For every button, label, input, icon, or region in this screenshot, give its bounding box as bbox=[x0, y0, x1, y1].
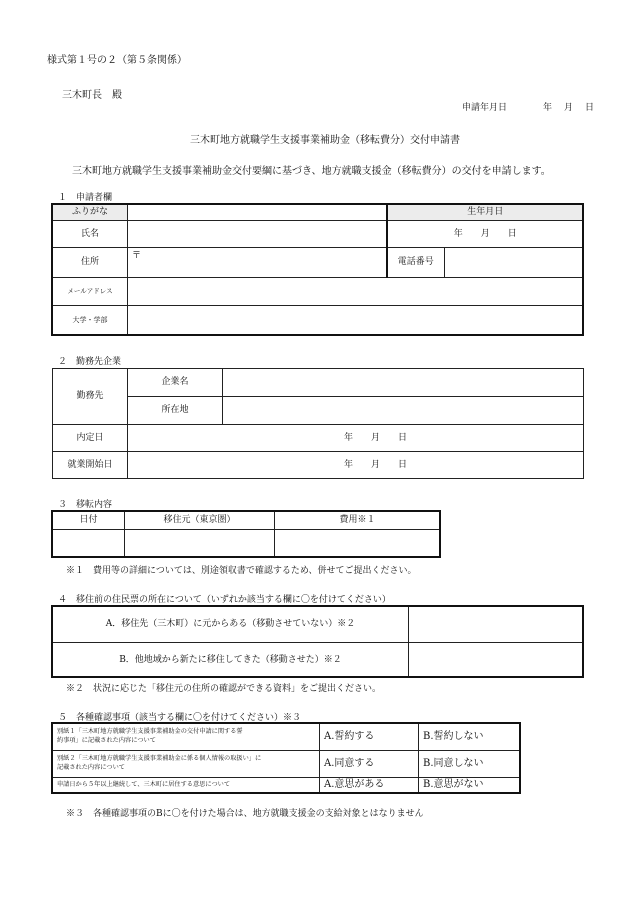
date-input[interactable] bbox=[53, 530, 125, 557]
applicant-table bbox=[52, 204, 584, 335]
email-label: メールアドレス bbox=[53, 278, 128, 306]
confirm-row-1-line2: 約事項」に記載された内容について bbox=[57, 737, 156, 744]
section1-heading: １ 申請者欄 bbox=[58, 193, 113, 203]
address-label: 住所 bbox=[53, 248, 128, 278]
confirm-row-2-text bbox=[53, 751, 320, 778]
employer-label: 勤務先 bbox=[53, 369, 128, 425]
section5-note: ※３ 各種確認事項のBに〇を付けた場合は、地方就職支援金の支給対象とはなりません bbox=[66, 809, 424, 819]
birth-month: 月 bbox=[480, 228, 490, 239]
location-label: 所在地 bbox=[128, 397, 223, 425]
start-month: 月 bbox=[370, 459, 380, 470]
col-date: 日付 bbox=[53, 512, 125, 530]
birth-day: 日 bbox=[507, 228, 517, 239]
confirmation-table bbox=[52, 723, 521, 793]
option-b-label: B．他地域から新たに移住してきた（移動させた）※２ bbox=[53, 643, 409, 678]
confirm-row-1-option-a[interactable]: A.誓約する bbox=[320, 724, 419, 751]
start-year: 年 bbox=[343, 459, 353, 470]
application-date-label: 申請年月日 bbox=[462, 103, 508, 113]
section2-heading: ２ 勤務先企業 bbox=[58, 357, 122, 367]
relocation-table bbox=[52, 511, 441, 557]
employer-table bbox=[52, 368, 584, 479]
confirm-row-2-option-a[interactable]: A.同意する bbox=[320, 751, 419, 778]
start-day: 日 bbox=[398, 459, 408, 470]
address-input[interactable] bbox=[128, 248, 387, 278]
postal-mark: 〒 bbox=[132, 251, 142, 261]
cost-input[interactable] bbox=[275, 530, 441, 557]
option-b-mark[interactable] bbox=[409, 643, 584, 678]
application-date-month: 月 bbox=[564, 103, 574, 113]
origin-input[interactable] bbox=[125, 530, 275, 557]
offer-month: 月 bbox=[370, 432, 380, 443]
email-input[interactable] bbox=[128, 278, 584, 306]
company-name-label: 企業名 bbox=[128, 369, 223, 397]
document-title: 三木町地方就職学生支援事業補助金（移転費分）交付申請書 bbox=[190, 135, 460, 146]
intro-text: 三木町地方就職学生支援事業補助金交付要綱に基づき、地方就職支援金（移転費分）の交付を申請します。 bbox=[72, 166, 551, 177]
confirm-row-3-option-a[interactable]: A.意思がある bbox=[320, 778, 419, 793]
confirm-row-1-text bbox=[53, 724, 320, 751]
section3-note: ※１ 費用等の詳細については、別途領収書で確認するため、併せてご提出ください。 bbox=[66, 566, 417, 576]
name-label: 氏名 bbox=[53, 221, 128, 248]
section4-heading: ４ 移住前の住民票の所在について（いずれか該当する欄に〇を付けてください） bbox=[58, 595, 391, 605]
university-label: 大学・学部 bbox=[53, 306, 128, 335]
confirm-row-2-line1: 別紙２「三木町地方就職学生支援事業補助金に係る個人情報の取扱い」に bbox=[57, 755, 262, 763]
addressee: 三木町長 殿 bbox=[62, 90, 122, 101]
option-a-mark[interactable] bbox=[409, 607, 584, 643]
section4-note: ※２ 状況に応じた「移住元の住所の確認ができる資料」をご提出ください。 bbox=[66, 684, 382, 694]
furigana-input[interactable] bbox=[128, 205, 387, 221]
confirm-row-1-option-b[interactable]: B.誓約しない bbox=[419, 724, 521, 751]
location-input[interactable] bbox=[223, 397, 584, 425]
form-number: 様式第１号の２（第５条関係） bbox=[47, 55, 187, 66]
application-date-day: 日 bbox=[585, 103, 595, 113]
furigana-label: ふりがな bbox=[53, 205, 128, 221]
confirm-row-2-line2: 記載された内容について bbox=[57, 764, 125, 771]
col-cost: 費用※１ bbox=[275, 512, 441, 530]
option-a-label: A．移住先（三木町）に元からある（移動させていない）※２ bbox=[53, 607, 409, 643]
offer-date-input[interactable] bbox=[128, 425, 584, 452]
application-date bbox=[462, 100, 594, 113]
phone-label: 電話番号 bbox=[387, 248, 445, 278]
offer-day: 日 bbox=[398, 432, 408, 443]
name-input[interactable] bbox=[128, 221, 387, 248]
start-date-label: 就業開始日 bbox=[53, 452, 128, 479]
confirm-row-2-option-b[interactable]: B.同意しない bbox=[419, 751, 521, 778]
section3-heading: ３ 移転内容 bbox=[58, 500, 113, 510]
confirm-row-1-line1: 別紙１「三木町地方就職学生支援事業補助金の交付申請に関する誓 bbox=[57, 728, 243, 736]
start-date-input[interactable] bbox=[128, 452, 584, 479]
offer-date-label: 内定日 bbox=[53, 425, 128, 452]
col-origin: 移住元（東京圏） bbox=[125, 512, 275, 530]
birth-year: 年 bbox=[453, 228, 463, 239]
offer-year: 年 bbox=[343, 432, 353, 443]
birthdate-label: 生年月日 bbox=[387, 205, 584, 221]
phone-input[interactable] bbox=[445, 248, 584, 278]
university-input[interactable] bbox=[128, 306, 584, 335]
section5-heading: ５ 各種確認事項（該当する欄に〇を付けてください）※３ bbox=[58, 713, 302, 723]
confirm-row-3-text: 申請日から５年以上継続して、三木町に居住する意思について bbox=[53, 778, 320, 793]
application-date-year: 年 bbox=[543, 103, 553, 113]
birthdate-input[interactable] bbox=[387, 221, 584, 248]
residence-table bbox=[52, 606, 584, 678]
confirm-row-3-option-b[interactable]: B.意思がない bbox=[419, 778, 521, 793]
company-name-input[interactable] bbox=[223, 369, 584, 397]
